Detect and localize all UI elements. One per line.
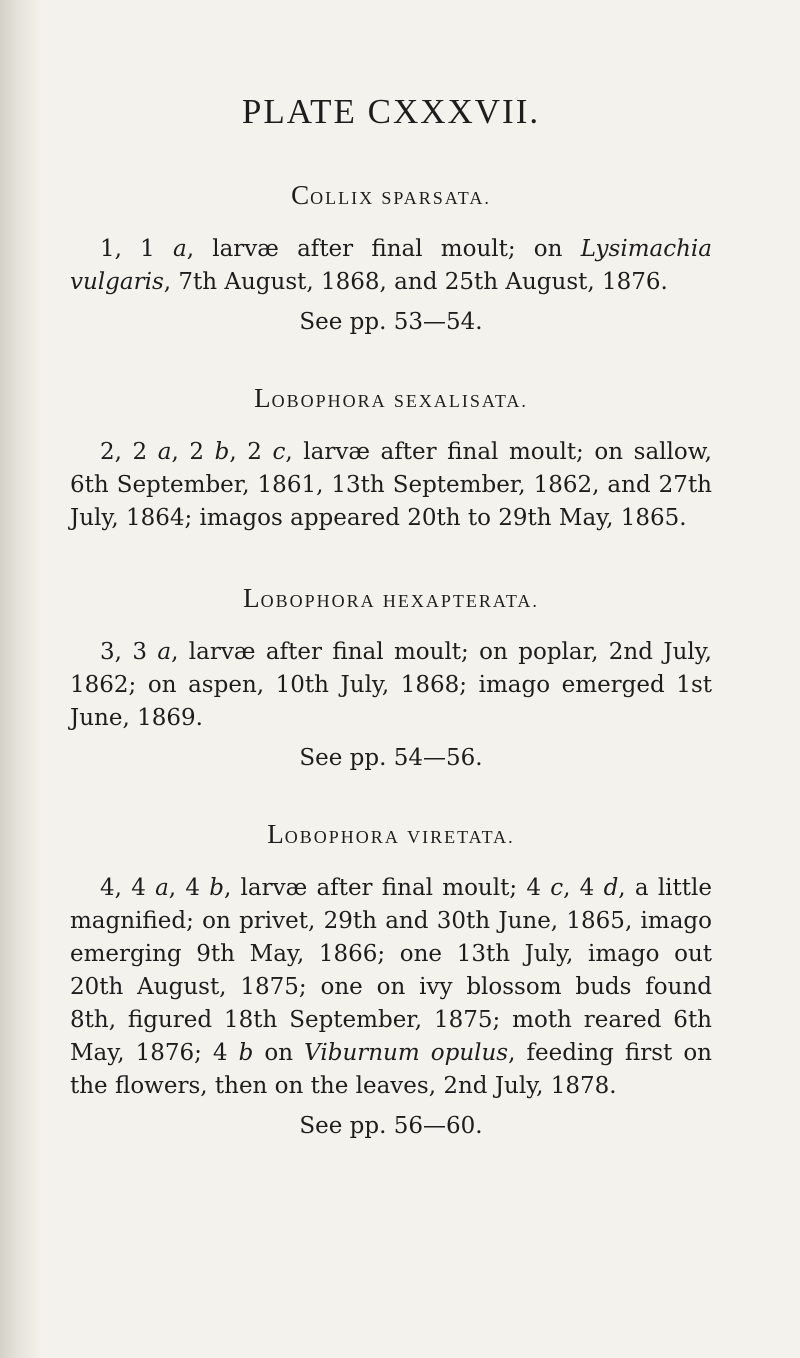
page-gutter-shadow bbox=[0, 0, 42, 1358]
page-reference: See pp. 53—54. bbox=[299, 309, 483, 335]
heading-genus-rest: OLLIX bbox=[310, 188, 375, 208]
page-reference: See pp. 56—60. bbox=[299, 1113, 483, 1139]
section-lobophora-viretata bbox=[70, 819, 712, 1139]
heading-genus-rest: OBOPHORA bbox=[284, 827, 400, 847]
section-lobophora-hexapterata bbox=[70, 583, 712, 771]
heading-species: HEXAPTERATA. bbox=[382, 591, 539, 611]
heading-genus-rest: OBOPHORA bbox=[260, 591, 376, 611]
plate-title: PLATE CXXXVII. bbox=[241, 92, 541, 131]
heading-genus-rest: OBOPHORA bbox=[271, 391, 387, 411]
section-heading bbox=[70, 583, 712, 614]
page-reference: See pp. 54—56. bbox=[299, 745, 483, 771]
section-description: 2, 2 a, 2 b, 2 c, larvæ after final moult; on sallow, 6th September, 1861, 13th September, 1862, and 27th July, 1864; imagos appeared 20th to 29th May, 1865. bbox=[70, 439, 712, 531]
heading-initial: L bbox=[267, 819, 285, 849]
section-lobophora-sexalisata bbox=[70, 383, 712, 535]
section-collix-sparsata bbox=[70, 180, 712, 335]
section-heading bbox=[70, 819, 712, 850]
section-heading bbox=[70, 180, 712, 211]
heading-species: VIRETATA. bbox=[407, 827, 515, 847]
heading-initial: L bbox=[243, 583, 261, 613]
heading-initial: L bbox=[254, 383, 272, 413]
section-description: 3, 3 a, larvæ after final moult; on poplar, 2nd July, 1862; on aspen, 10th July, 1868; imago emerged 1st June, 1869. bbox=[70, 639, 712, 731]
heading-species: SEXALISATA. bbox=[393, 391, 528, 411]
section-description: 4, 4 a, 4 b, larvæ after final moult; 4 c, 4 d, a little magnified; on privet, 29th and 30th June, 1865, imago emerging 9th May, 1866; one 13th July, imago out 20th August, 1875; one on ivy blossom buds found 8th, figured 18th September, 1875; moth reared 6th May, 1876; 4 b on Viburnum opulus, feeding first on the flowers, then on the leaves, 2nd July, 1878. bbox=[70, 875, 712, 1099]
heading-initial: C bbox=[291, 180, 311, 210]
section-description: 1, 1 a, larvæ after final moult; on Lysimachia vulgaris, 7th August, 1868, and 25th August, 1876. bbox=[70, 236, 712, 295]
section-heading bbox=[70, 383, 712, 414]
document-page bbox=[70, 92, 712, 1139]
heading-species: SPARSATA. bbox=[381, 188, 491, 208]
